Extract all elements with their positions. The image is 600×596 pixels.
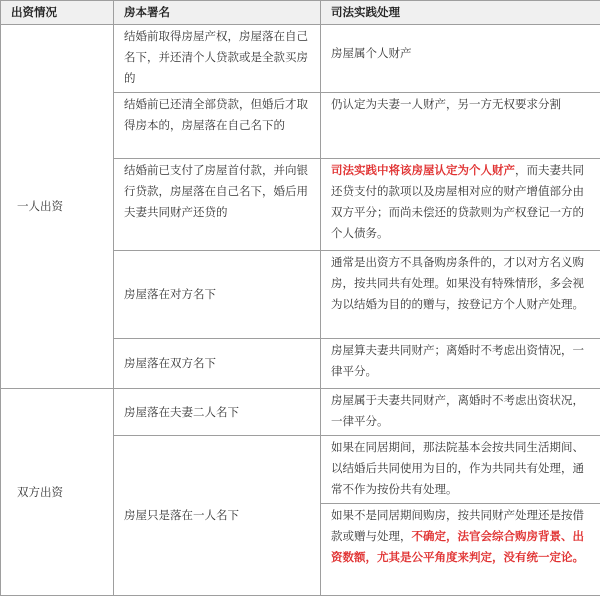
- section-label-single: 一人出资: [1, 25, 114, 389]
- treatment-highlight: 司法实践中将该房屋认定为个人财产: [331, 163, 515, 177]
- row-name: 结婚前取得房屋产权，房屋落在自己名下，并还清个人贷款或是全款买房的: [114, 25, 321, 93]
- table-row: [1, 25, 600, 93]
- row-name: 结婚前已还清全部贷款，但婚后才取得房本的，房屋落在自己名下的: [114, 93, 321, 159]
- row-name: 房屋只是落在一人名下: [114, 436, 321, 596]
- row-name: 房屋落在对方名下: [114, 251, 321, 339]
- row-treatment: 房屋属个人财产: [321, 25, 600, 93]
- row-treatment: 如果在同居期间，那法院基本会按共同生活期间、 以结婚后共同使用为目的，作为共同共有处理，通常不作为按份共有处理。: [321, 436, 600, 504]
- row-treatment: 房屋算夫妻共同财产；离婚时不考虑出资情况，一律平分。: [321, 339, 600, 389]
- row-name: 房屋落在双方名下: [114, 339, 321, 389]
- row-treatment: 仍认定为夫妻一人财产，另一方无权要求分割: [321, 93, 600, 159]
- row-treatment: [321, 504, 600, 596]
- row-treatment: 通常是出资方不具备购房条件的，才以对方名义购房，按共同共有处理。如果没有特殊情形，多会视为以结婚为目的的赠与，按登记方个人财产处理。: [321, 251, 600, 339]
- section-label-both: 双方出资: [1, 389, 114, 596]
- row-name: 房屋落在夫妻二人名下: [114, 389, 321, 436]
- table-header-row: [1, 1, 600, 25]
- row-treatment: 房屋属于夫妻共同财产，离婚时不考虑出资状况，一律平分。: [321, 389, 600, 436]
- row-treatment: [321, 159, 600, 251]
- header-contribution: 出资情况: [1, 1, 114, 25]
- treatment-text: ，而夫妻共同还贷支付的款项以及房屋相对应的财产增值部分由双方平分；而尚未偿还的贷款则为产权登记一方的个人债务。: [331, 163, 584, 240]
- treatment-highlight: 不确定，法官会综合购房背景、出资数额，尤其是公平角度来判定，没有统一定论。: [331, 529, 584, 564]
- header-title-name: 房本署名: [114, 1, 321, 25]
- table-row: [1, 389, 600, 436]
- header-judicial-practice: 司法实践处理: [321, 1, 600, 25]
- treatment-text: 如果不是同居期间购房，按共同财产处理还是按借款或赠与处理，: [331, 508, 584, 543]
- row-name: 结婚前已支付了房屋首付款，并向银行贷款，房屋落在自己名下，婚后用夫妻共同财产还贷的: [114, 159, 321, 251]
